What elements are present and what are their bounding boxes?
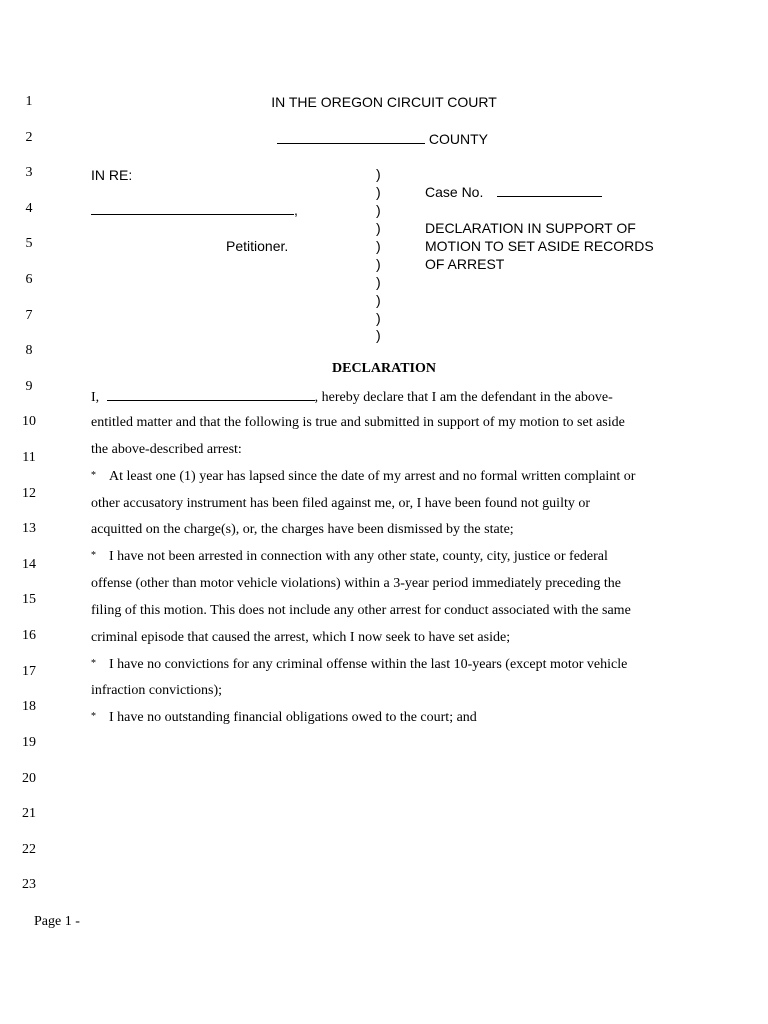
bullet-item: * I have not been arrested in connection with any other state, county, city, justice or federal — [91, 549, 608, 564]
line-number: 15 — [22, 592, 36, 607]
line-number: 3 — [25, 165, 33, 180]
body-line: other accusatory instrument has been filed against me, or, I have been found not guilty or — [91, 496, 591, 511]
document-title-line: MOTION TO SET ASIDE RECORDS — [425, 238, 654, 254]
body-line: entitled matter and that the following is true and submitted in support of my motion to set aside — [91, 415, 625, 430]
asterisk-bullet-icon: * — [91, 470, 96, 481]
line-number: 5 — [25, 236, 33, 251]
line-number: 10 — [22, 414, 36, 429]
county-label: COUNTY — [428, 131, 489, 147]
asterisk-bullet-icon: * — [91, 658, 96, 669]
county-line — [277, 131, 488, 147]
line-number: 7 — [25, 308, 33, 323]
line-number: 11 — [22, 450, 36, 465]
bullet-item: * At least one (1) year has lapsed since the date of my arrest and no formal written complaint or — [91, 469, 636, 484]
body-line: acquitted on the charge(s), or, the charges have been dismissed by the state; — [91, 522, 514, 537]
caption-paren: ) — [376, 274, 381, 290]
case-number-label: Case No. — [425, 184, 484, 200]
line-number: 20 — [22, 771, 36, 786]
bullet-item: * I have no outstanding financial obligations owed to the court; and — [91, 710, 477, 725]
line-number: 1 — [25, 94, 33, 109]
declaration-heading: DECLARATION — [332, 361, 436, 376]
declarant-name-blank — [107, 388, 315, 401]
caption-paren: ) — [376, 292, 381, 308]
body-line: criminal episode that caused the arrest, which I now seek to have set aside; — [91, 630, 511, 645]
bullet-item: * I have no convictions for any criminal offense within the last 10-years (except motor vehicle — [91, 657, 628, 672]
line-number: 12 — [22, 486, 36, 501]
caption-paren: ) — [376, 184, 381, 200]
county-blank — [277, 131, 425, 144]
line-number: 9 — [25, 379, 33, 394]
line-number: 2 — [25, 130, 33, 145]
petitioner-name-blank — [91, 202, 294, 215]
line-number: 17 — [22, 664, 36, 679]
line-number: 23 — [22, 877, 36, 892]
case-number-blank — [497, 184, 602, 197]
caption-paren: ) — [376, 238, 381, 254]
caption-paren: ) — [376, 327, 381, 343]
body-line: filing of this motion. This does not include any other arrest for conduct associated with the same — [91, 603, 631, 618]
case-number-line — [425, 184, 602, 200]
line-number: 13 — [22, 521, 36, 536]
document-title-line: DECLARATION IN SUPPORT OF — [425, 220, 636, 236]
caption-paren: ) — [376, 202, 381, 218]
body-line: the above-described arrest: — [91, 442, 242, 457]
asterisk-bullet-icon: * — [91, 711, 96, 722]
line-number: 18 — [22, 699, 36, 714]
line-number: 6 — [25, 272, 33, 287]
petitioner-name-line: , — [91, 202, 298, 218]
document-title-line: OF ARREST — [425, 256, 505, 272]
line-number: 22 — [22, 842, 36, 857]
line-number: 19 — [22, 735, 36, 750]
line-number: 14 — [22, 557, 36, 572]
petitioner-label: Petitioner. — [226, 238, 289, 254]
caption-paren: ) — [376, 310, 381, 326]
body-line: offense (other than motor vehicle violations) within a 3-year period immediately preceding the — [91, 576, 622, 591]
caption-paren: ) — [376, 220, 381, 236]
asterisk-bullet-icon: * — [91, 550, 96, 561]
page-footer: Page 1 - — [34, 914, 80, 929]
court-title: IN THE OREGON CIRCUIT COURT — [271, 94, 497, 110]
line-number: 4 — [25, 201, 33, 216]
body-line: infraction convictions); — [91, 683, 223, 698]
caption-paren: ) — [376, 166, 381, 182]
document-title — [425, 219, 654, 273]
in-re-label: IN RE: — [91, 167, 133, 183]
declaration-intro-line: I, , hereby declare that I am the defendant in the above- — [91, 390, 613, 405]
caption-paren: ) — [376, 256, 381, 272]
line-number: 16 — [22, 628, 36, 643]
line-number: 8 — [25, 343, 33, 358]
line-number: 21 — [22, 806, 36, 821]
